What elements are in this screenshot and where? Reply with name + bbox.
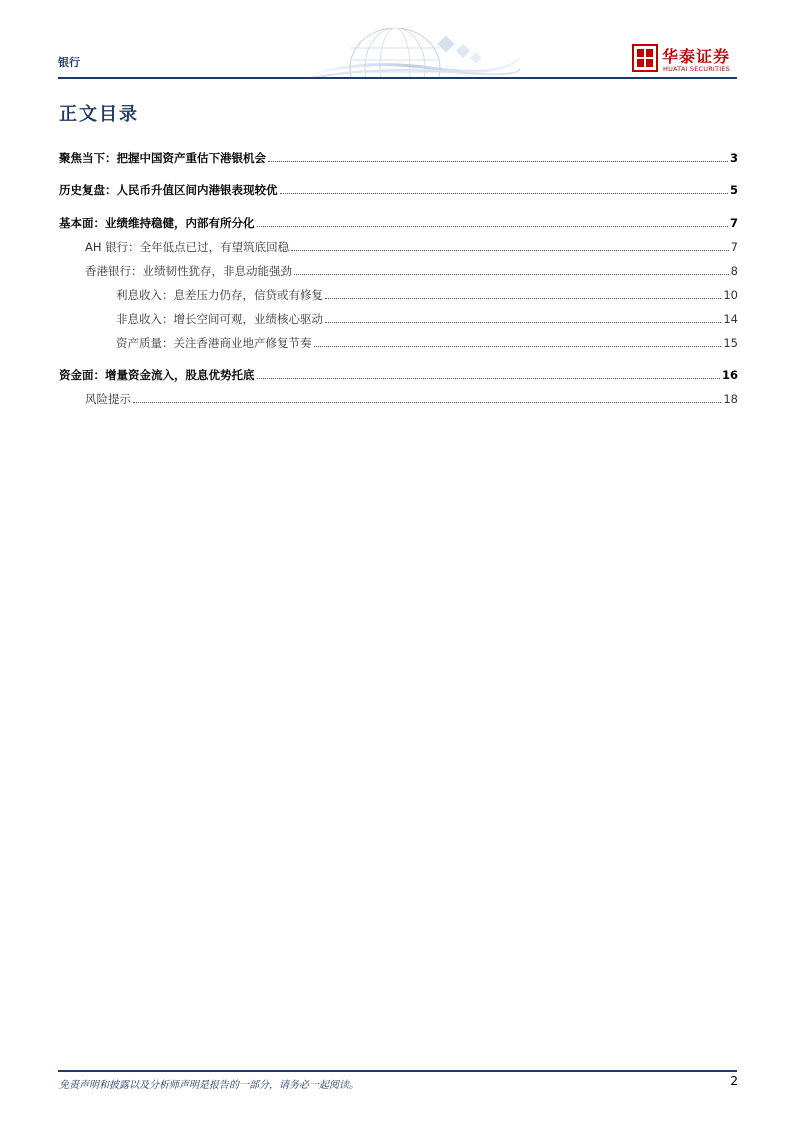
footer-divider [58,1070,737,1072]
toc-entry-text: 风险提示 [85,392,131,406]
toc-entry[interactable] [116,330,738,350]
section-tag: 银行 [58,56,80,69]
toc-leader [325,298,721,299]
toc-entry[interactable] [59,145,738,165]
globe-watermark-icon [300,28,520,78]
toc-entry-page: 8 [730,264,738,278]
toc-leader [294,274,729,275]
logo-text-cn: 华泰证券 [662,47,731,66]
toc-entry[interactable] [59,210,738,230]
toc-entry-page: 16 [721,368,738,382]
toc-entry-page: 14 [723,312,738,326]
toc-leader [133,402,721,403]
toc-leader [314,346,722,347]
toc-leader [291,250,729,251]
disclaimer-note: 免责声明和披露以及分析师声明是报告的一部分，请务必一起阅读。 [59,1080,359,1091]
huatai-logo-icon [632,44,658,72]
toc-entry[interactable] [116,306,738,326]
toc-title: 正文目录 [59,104,139,125]
toc-entry[interactable] [59,177,738,197]
huatai-logo [632,44,738,74]
toc-entry[interactable] [85,234,738,254]
toc-leader [268,161,728,162]
toc-entry-page: 18 [723,392,738,406]
toc-entry-text: 香港银行：业绩韧性犹存，非息动能强劲 [85,264,292,278]
toc-entry[interactable] [116,282,738,302]
toc-leader [257,378,720,379]
logo-text-en: HUATAI SECURITIES [663,65,730,73]
page-header [0,0,794,80]
toc-entry-text: AH 银行：全年低点已过，有望筑底回稳 [85,240,290,254]
toc-leader [325,322,721,323]
toc-entry-page: 15 [723,336,738,350]
toc-entry-text: 基本面：业绩维持稳健，内部有所分化 [59,216,255,230]
toc-entry-text: 聚焦当下：把握中国资产重估下港银机会 [59,151,266,165]
toc-entry[interactable] [85,258,738,278]
header-divider [58,77,737,79]
toc-leader [257,226,728,227]
toc-entry-page: 5 [729,183,738,197]
toc-entry-page: 3 [729,151,738,165]
toc-entry-text: 资产质量：关注香港商业地产修复节奏 [116,336,312,350]
toc-entry-text: 非息收入：增长空间可观，业绩核心驱动 [116,312,323,326]
toc-leader [280,193,728,194]
toc-entry[interactable] [85,386,738,406]
toc-entry-page: 7 [729,216,738,230]
toc-entry-page: 10 [723,288,738,302]
toc-entry-page: 7 [730,240,738,254]
toc-entry-text: 历史复盘：人民币升值区间内港银表现较优 [59,183,278,197]
page-number: 2 [730,1074,738,1088]
toc-entry-text: 利息收入：息差压力仍存，信贷或有修复 [116,288,323,302]
toc-entry[interactable] [59,362,738,382]
toc-entry-text: 资金面：增量资金流入，股息优势托底 [59,368,255,382]
